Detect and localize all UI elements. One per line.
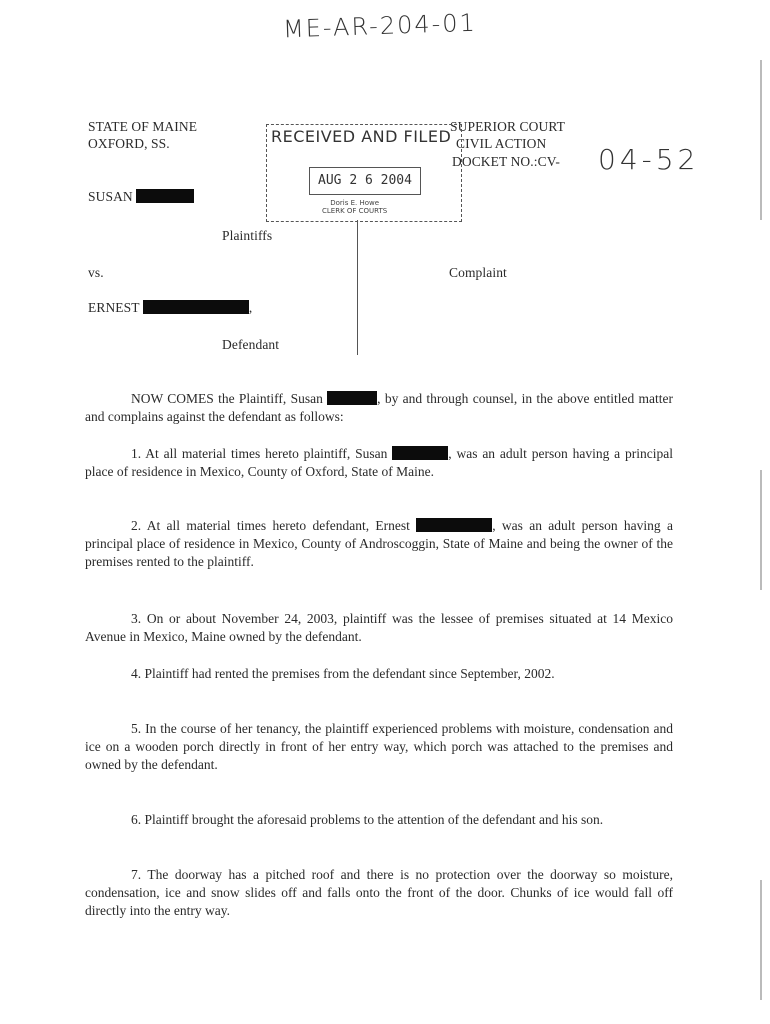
stamp-title: RECEIVED AND FILED [271,127,452,146]
paragraph-number: 6. [131,812,142,827]
caption-defendant-role: Defendant [222,337,280,352]
scan-edge-mark [760,60,762,220]
plaintiff-name: SUSAN [88,189,133,204]
caption-state: STATE OF MAINE [88,119,198,134]
caption-court: SUPERIOR COURT [450,119,565,134]
stamp-signature: Doris E. Howe [330,199,380,207]
paragraph-number: 3. [131,611,142,626]
paragraph-2 [85,517,673,571]
defendant-name: ERNEST [88,300,140,315]
paragraph-7 [85,866,673,920]
paragraph-number: 5. [131,721,142,736]
paragraph-number: 1. [131,446,142,461]
redaction-bar [136,189,194,203]
paragraph-3 [85,610,673,646]
stamp-office: CLERK OF COURTS [322,207,388,215]
paragraph-2-text-a: At all material times hereto defendant, Ernest [146,518,410,533]
handwritten-file-number: ME-AR-204-01 [282,8,478,44]
paragraph-number: 7. [131,867,142,882]
received-stamp [266,124,462,222]
paragraph-5 [85,720,673,774]
intro-text-a: NOW COMES the Plaintiff, Susan [131,391,323,406]
caption-action: CIVIL ACTION [456,136,547,151]
scan-edge-mark [760,470,762,590]
caption-county: OXFORD, SS. [88,136,170,151]
handwritten-docket-number: 04-52 [598,143,700,176]
paragraph-4 [85,665,673,683]
caption-plaintiff [88,188,194,206]
caption-defendant [88,299,252,317]
redaction-bar [143,300,249,314]
paragraph-6 [85,811,673,829]
paragraph-1-text-a: At all material times hereto plaintiff, Susan [145,446,388,461]
stamp-date: AUG 2 6 2004 [309,167,421,195]
paragraph-number: 2. [131,518,142,533]
scan-edge-mark [760,880,762,1000]
stamp-signature-block [322,199,387,215]
redaction-bar [392,446,448,460]
caption-docket-label: DOCKET NO.:CV- [452,154,560,169]
intro-text-b: , by and through counsel, in the above entitled matter and complains against the defendant as follows: [85,391,673,424]
caption-divider [357,220,358,355]
redaction-bar [416,518,492,532]
paragraph-7-text: The doorway has a pitched roof and there is no protection over the doorway so moisture, condensation, ice and snow slides off and falls onto the front of the door. Chunks of ice would fall off directly into the entry way. [85,867,673,918]
caption-versus: vs. [88,265,104,280]
caption-plaintiff-role: Plaintiffs [222,228,273,243]
paragraph-6-text: Plaintiff brought the aforesaid problems to the attention of the defendant and his son. [144,812,604,827]
paragraph-2-text-b: , was an adult person having a principal place of residence in Mexico, County of Androscoggin, State of Maine and being the owner of the premises rented to the plaintiff. [85,518,673,569]
defendant-suffix: , [248,300,253,315]
redaction-bar [327,391,377,405]
intro-paragraph [85,390,673,426]
paragraph-1-text-b: , was an adult person having a principal place of residence in Mexico, County of Oxford, State of Maine. [85,446,673,479]
caption-document-type: Complaint [449,265,507,280]
paragraph-number: 4. [131,666,142,681]
paragraph-5-text: In the course of her tenancy, the plaintiff experienced problems with moisture, condensation and ice on a wooden porch directly in front of her entry way, which porch was attached to the premises and owned by the defendant. [85,721,673,772]
paragraph-1 [85,445,673,481]
paragraph-4-text: Plaintiff had rented the premises from the defendant since September, 2002. [144,666,555,681]
paragraph-3-text: On or about November 24, 2003, plaintiff was the lessee of premises situated at 14 Mexico Avenue in Mexico, Maine owned by the defendant. [85,611,673,644]
